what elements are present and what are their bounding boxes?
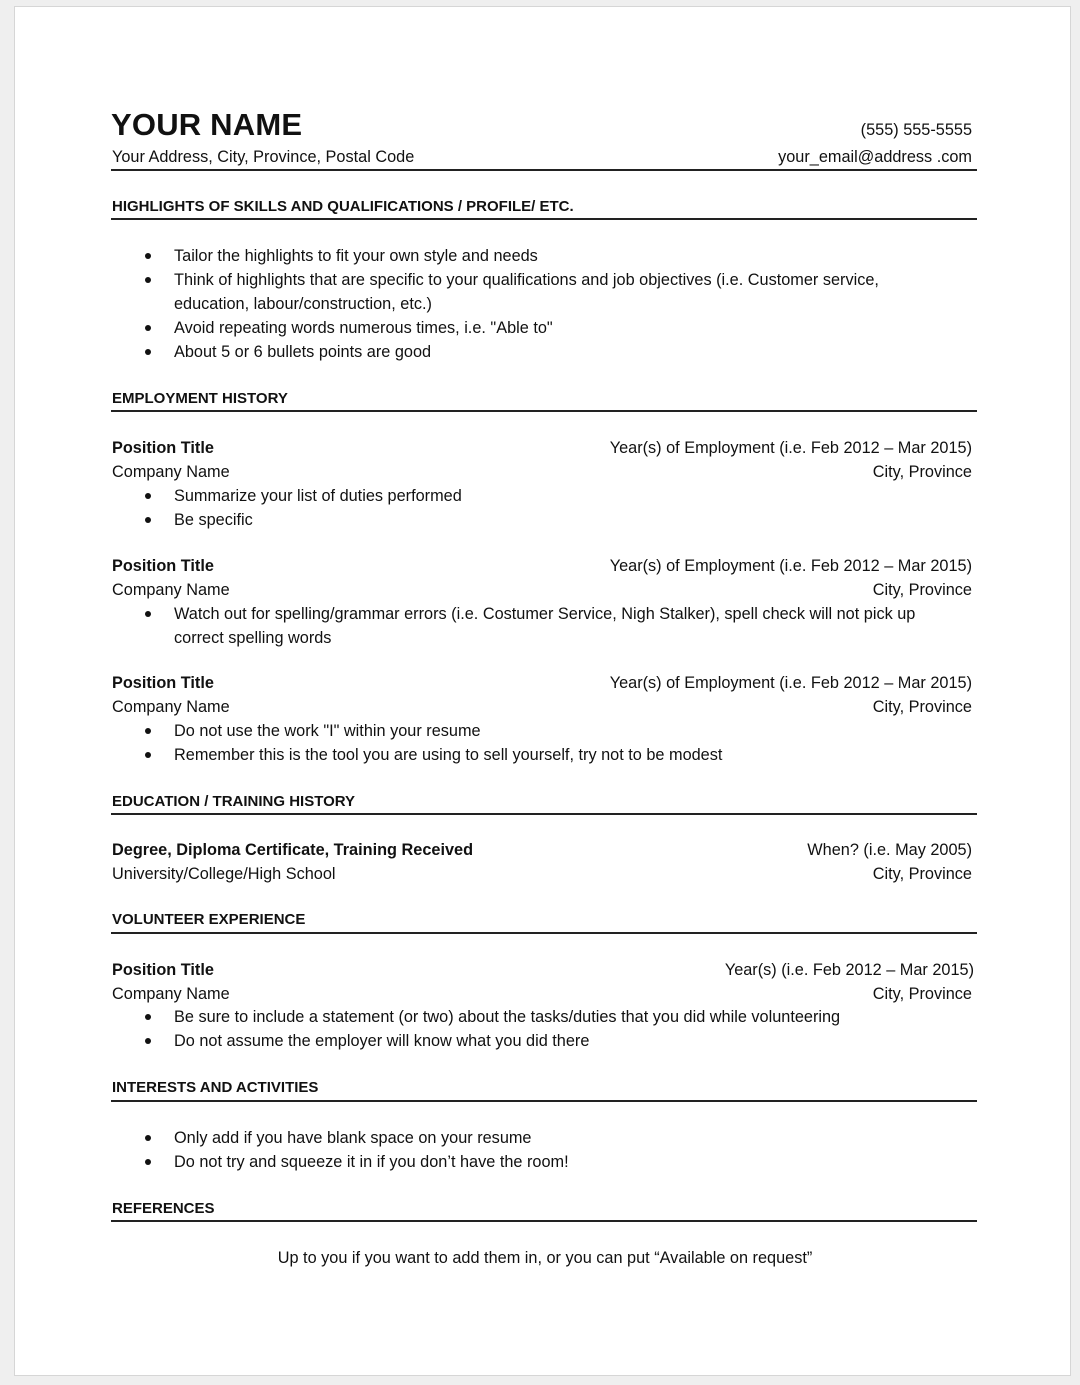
section-rule	[111, 1100, 977, 1102]
list-item: Watch out for spelling/grammar errors (i.e. Costumer Service, Nigh Stalker), spell check will not pick up	[174, 605, 916, 623]
list-item: Do not try and squeeze it in if you don’t have the room!	[174, 1153, 569, 1171]
position-title: Position Title	[112, 674, 214, 692]
section-rule	[111, 813, 977, 815]
list-item: Summarize your list of duties performed	[174, 487, 462, 505]
section-heading-education: EDUCATION / TRAINING HISTORY	[112, 793, 356, 810]
list-item: Do not assume the employer will know what you did there	[174, 1032, 590, 1050]
section-heading-employment: EMPLOYMENT HISTORY	[112, 390, 288, 407]
references-text: Up to you if you want to add them in, or you can put “Available on request”	[277, 1249, 813, 1267]
header-rule	[111, 169, 977, 171]
bullet-icon	[145, 1135, 151, 1141]
position-title: Position Title	[112, 439, 214, 457]
job-location: City, Province	[872, 698, 972, 716]
job-location: City, Province	[872, 581, 972, 599]
volunteer-location: City, Province	[872, 985, 972, 1003]
list-item: Only add if you have blank space on your resume	[174, 1129, 532, 1147]
employment-dates: Year(s) of Employment (i.e. Feb 2012 – Mar 2015)	[609, 557, 972, 575]
list-item: About 5 or 6 bullets points are good	[174, 343, 432, 361]
bullet-icon	[145, 611, 151, 617]
address: Your Address, City, Province, Postal Code	[112, 148, 415, 166]
email: your_email@address .com	[778, 148, 972, 166]
bullet-icon	[145, 1159, 151, 1165]
section-rule	[111, 410, 977, 412]
degree: Degree, Diploma Certificate, Training Received	[112, 841, 474, 859]
bullet-icon	[145, 325, 151, 331]
company-name: Company Name	[112, 985, 230, 1003]
section-heading-references: REFERENCES	[112, 1200, 215, 1217]
list-item-continued: correct spelling words	[174, 629, 332, 647]
bullet-icon	[145, 1014, 151, 1020]
bullet-icon	[145, 253, 151, 259]
bullet-icon	[145, 277, 151, 283]
company-name: Company Name	[112, 581, 230, 599]
list-item: Be specific	[174, 511, 253, 529]
bullet-icon	[145, 1038, 151, 1044]
employment-dates: Year(s) of Employment (i.e. Feb 2012 – Mar 2015)	[609, 439, 972, 457]
position-title: Position Title	[112, 961, 214, 979]
resume-name: YOUR NAME	[111, 107, 303, 142]
bullet-icon	[145, 349, 151, 355]
list-item: Remember this is the tool you are using to sell yourself, try not to be modest	[174, 746, 723, 764]
bullet-icon	[145, 752, 151, 758]
school: University/College/High School	[112, 865, 336, 883]
job-location: City, Province	[872, 463, 972, 481]
section-heading-highlights: HIGHLIGHTS OF SKILLS AND QUALIFICATIONS / PROFILE/ ETC.	[112, 198, 574, 215]
bullet-icon	[145, 517, 151, 523]
school-location: City, Province	[872, 865, 972, 883]
bullet-icon	[145, 728, 151, 734]
position-title: Position Title	[112, 557, 214, 575]
list-item: Do not use the work "I" within your resume	[174, 722, 481, 740]
phone: (555) 555-5555	[860, 121, 972, 139]
section-heading-interests: INTERESTS AND ACTIVITIES	[112, 1079, 319, 1096]
bullet-icon	[145, 493, 151, 499]
list-item: Avoid repeating words numerous times, i.e. "Able to"	[174, 319, 553, 337]
section-rule	[111, 218, 977, 220]
company-name: Company Name	[112, 698, 230, 716]
employment-dates: Year(s) of Employment (i.e. Feb 2012 – Mar 2015)	[609, 674, 972, 692]
list-item-continued: education, labour/construction, etc.)	[174, 295, 432, 313]
section-heading-volunteer: VOLUNTEER EXPERIENCE	[112, 911, 306, 928]
education-date: When? (i.e. May 2005)	[807, 841, 972, 859]
list-item: Tailor the highlights to fit your own style and needs	[174, 247, 538, 265]
company-name: Company Name	[112, 463, 230, 481]
volunteer-dates: Year(s) (i.e. Feb 2012 – Mar 2015)	[724, 961, 974, 979]
section-rule	[111, 1220, 977, 1222]
list-item: Be sure to include a statement (or two) about the tasks/duties that you did while volunteering	[174, 1008, 841, 1026]
section-rule	[111, 932, 977, 934]
list-item: Think of highlights that are specific to your qualifications and job objectives (i.e. Customer service,	[174, 271, 879, 289]
